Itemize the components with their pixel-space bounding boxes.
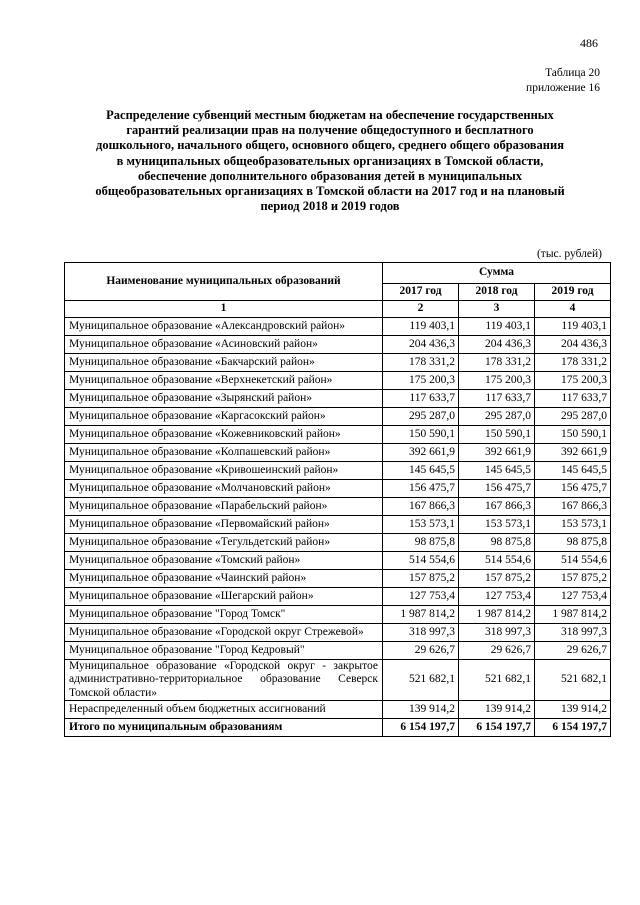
row-value-2017: 29 626,7 <box>383 642 459 660</box>
row-value-2018: 204 436,3 <box>459 336 535 354</box>
table-body <box>65 318 611 737</box>
row-name: Муниципальное образование «Городской округ - закрытое административно-территориальное образование Северск Томской области» <box>65 660 383 701</box>
row-value-2018: 98 875,8 <box>459 534 535 552</box>
row-value-2017: 514 554,6 <box>383 552 459 570</box>
row-value-2018: 119 403,1 <box>459 318 535 336</box>
title-line: обеспечение дополнительного образования детей в муниципальных <box>137 168 523 183</box>
table-row <box>65 624 611 642</box>
row-value-2018: 295 287,0 <box>459 408 535 426</box>
row-value-2017: 1 987 814,2 <box>383 606 459 624</box>
row-value-2019: 392 661,9 <box>535 444 611 462</box>
row-value-2017: 117 633,7 <box>383 390 459 408</box>
title-line: гарантий реализации прав на получение общедоступного и бесплатного <box>126 123 534 138</box>
row-value-2018: 127 753,4 <box>459 588 535 606</box>
table-row <box>65 444 611 462</box>
row-value-2019: 145 645,5 <box>535 462 611 480</box>
row-value-2017: 150 590,1 <box>383 426 459 444</box>
row-name: Муниципальное образование «Зырянский район» <box>65 390 383 408</box>
table-number: Таблица 20 <box>545 67 600 79</box>
title-line: период 2018 и 2019 годов <box>260 199 400 214</box>
row-value-2019: 521 682,1 <box>535 660 611 701</box>
row-name: Муниципальное образование «Асиновский район» <box>65 336 383 354</box>
row-value-2017: 153 573,1 <box>383 516 459 534</box>
header-year-2017: 2017 год <box>383 284 459 301</box>
total-label: Итого по муниципальным образованиям <box>65 718 383 736</box>
row-value-2017: 392 661,9 <box>383 444 459 462</box>
row-name: Муниципальное образование «Молчановский район» <box>65 480 383 498</box>
table-row <box>65 516 611 534</box>
table-row <box>65 642 611 660</box>
row-name: Нераспределенный объем бюджетных ассигнований <box>65 700 383 718</box>
col-number: 2 <box>383 301 459 318</box>
total-row <box>65 718 611 736</box>
row-value-2019: 318 997,3 <box>535 624 611 642</box>
total-value-2017: 6 154 197,7 <box>383 718 459 736</box>
row-value-2019: 514 554,6 <box>535 552 611 570</box>
table-row <box>65 552 611 570</box>
table-row <box>65 700 611 718</box>
row-name: Муниципальное образование «Александровский район» <box>65 318 383 336</box>
row-name: Муниципальное образование «Кривошеинский район» <box>65 462 383 480</box>
table-row <box>65 426 611 444</box>
table-row <box>65 534 611 552</box>
row-value-2019: 295 287,0 <box>535 408 611 426</box>
row-value-2019: 175 200,3 <box>535 372 611 390</box>
row-value-2017: 318 997,3 <box>383 624 459 642</box>
document-title <box>70 108 590 214</box>
col-number: 4 <box>535 301 611 318</box>
row-name: Муниципальное образование "Город Кедровый" <box>65 642 383 660</box>
header-name: Наименование муниципальных образований <box>65 263 383 301</box>
row-value-2018: 139 914,2 <box>459 700 535 718</box>
row-name: Муниципальное образование «Тегульдетский район» <box>65 534 383 552</box>
table-row <box>65 390 611 408</box>
row-value-2017: 167 866,3 <box>383 498 459 516</box>
row-value-2019: 119 403,1 <box>535 318 611 336</box>
row-value-2018: 1 987 814,2 <box>459 606 535 624</box>
row-value-2017: 157 875,2 <box>383 570 459 588</box>
row-name: Муниципальное образование «Томский район» <box>65 552 383 570</box>
col-number: 1 <box>65 301 383 318</box>
table-row <box>65 570 611 588</box>
row-value-2018: 153 573,1 <box>459 516 535 534</box>
row-name: Муниципальное образование «Парабельский район» <box>65 498 383 516</box>
table-row <box>65 318 611 336</box>
table-row <box>65 606 611 624</box>
row-value-2018: 156 475,7 <box>459 480 535 498</box>
row-value-2018: 318 997,3 <box>459 624 535 642</box>
row-value-2017: 127 753,4 <box>383 588 459 606</box>
row-value-2017: 204 436,3 <box>383 336 459 354</box>
row-value-2019: 178 331,2 <box>535 354 611 372</box>
header-sum: Сумма <box>383 263 611 284</box>
total-value-2019: 6 154 197,7 <box>535 718 611 736</box>
row-value-2018: 29 626,7 <box>459 642 535 660</box>
units-note: (тыс. рублей) <box>536 248 602 260</box>
row-value-2018: 117 633,7 <box>459 390 535 408</box>
row-value-2019: 1 987 814,2 <box>535 606 611 624</box>
appendix-number: приложение 16 <box>526 82 600 94</box>
row-value-2019: 98 875,8 <box>535 534 611 552</box>
table-row <box>65 336 611 354</box>
row-value-2018: 167 866,3 <box>459 498 535 516</box>
table-row <box>65 372 611 390</box>
row-value-2019: 29 626,7 <box>535 642 611 660</box>
row-name: Муниципальное образование «Бакчарский район» <box>65 354 383 372</box>
header-year-2019: 2019 год <box>535 284 611 301</box>
row-value-2019: 153 573,1 <box>535 516 611 534</box>
col-number: 3 <box>459 301 535 318</box>
row-name: Муниципальное образование «Верхнекетский район» <box>65 372 383 390</box>
row-name: Муниципальное образование «Городской округ Стрежевой» <box>65 624 383 642</box>
row-value-2019: 150 590,1 <box>535 426 611 444</box>
row-value-2017: 295 287,0 <box>383 408 459 426</box>
table-row <box>65 480 611 498</box>
header-year-2018: 2018 год <box>459 284 535 301</box>
row-name: Муниципальное образование «Колпашевский район» <box>65 444 383 462</box>
row-value-2017: 178 331,2 <box>383 354 459 372</box>
row-name: Муниципальное образование «Каргасокский район» <box>65 408 383 426</box>
title-line: дошкольного, начального общего, основного общего, среднего общего образования <box>96 138 564 153</box>
row-value-2017: 145 645,5 <box>383 462 459 480</box>
table-row <box>65 408 611 426</box>
table-row <box>65 660 611 701</box>
row-value-2017: 156 475,7 <box>383 480 459 498</box>
row-value-2018: 521 682,1 <box>459 660 535 701</box>
table-row <box>65 498 611 516</box>
title-line: в муниципальных общеобразовательных организациях в Томской области, <box>116 153 544 168</box>
table-reference <box>526 66 600 96</box>
row-name: Муниципальное образование «Шегарский район» <box>65 588 383 606</box>
row-value-2019: 157 875,2 <box>535 570 611 588</box>
row-value-2017: 98 875,8 <box>383 534 459 552</box>
subventions-table <box>64 262 611 737</box>
row-value-2018: 157 875,2 <box>459 570 535 588</box>
title-line: Распределение субвенций местным бюджетам на обеспечение государственных <box>106 108 554 122</box>
row-value-2018: 514 554,6 <box>459 552 535 570</box>
row-value-2018: 145 645,5 <box>459 462 535 480</box>
total-value-2018: 6 154 197,7 <box>459 718 535 736</box>
row-value-2017: 521 682,1 <box>383 660 459 701</box>
title-line: общеобразовательных организациях в Томской области на 2017 год и на плановый <box>95 184 565 199</box>
row-value-2018: 175 200,3 <box>459 372 535 390</box>
row-value-2019: 127 753,4 <box>535 588 611 606</box>
row-value-2017: 175 200,3 <box>383 372 459 390</box>
table-row <box>65 588 611 606</box>
page-number: 486 <box>580 36 598 50</box>
row-name: Муниципальное образование «Чаинский район» <box>65 570 383 588</box>
row-value-2018: 392 661,9 <box>459 444 535 462</box>
row-value-2017: 139 914,2 <box>383 700 459 718</box>
row-value-2019: 204 436,3 <box>535 336 611 354</box>
row-value-2019: 156 475,7 <box>535 480 611 498</box>
row-value-2019: 167 866,3 <box>535 498 611 516</box>
row-value-2018: 150 590,1 <box>459 426 535 444</box>
row-name: Муниципальное образование "Город Томск" <box>65 606 383 624</box>
row-value-2018: 178 331,2 <box>459 354 535 372</box>
row-name: Муниципальное образование «Кожевниковский район» <box>65 426 383 444</box>
row-value-2019: 139 914,2 <box>535 700 611 718</box>
row-value-2017: 119 403,1 <box>383 318 459 336</box>
table-row <box>65 462 611 480</box>
row-name: Муниципальное образование «Первомайский район» <box>65 516 383 534</box>
table-row <box>65 354 611 372</box>
row-value-2019: 117 633,7 <box>535 390 611 408</box>
